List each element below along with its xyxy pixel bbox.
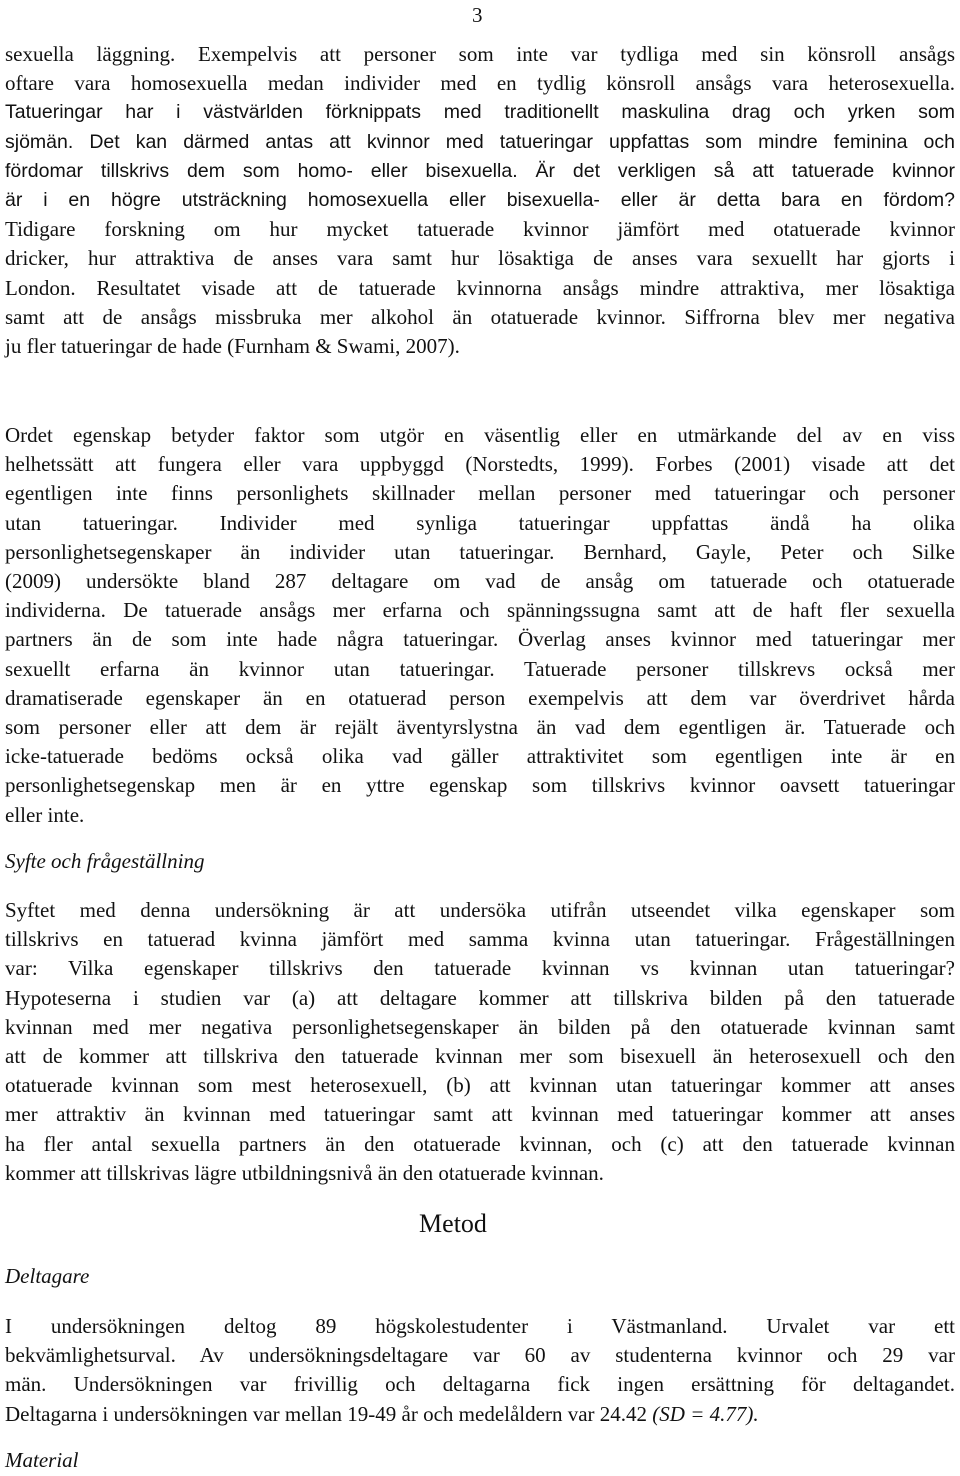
text-line: egentligen inte finns personlighets skillnader mellan personer med tatueringar och personer [5,481,955,506]
section-heading-material: Material [5,1448,79,1472]
text-line: kommer att tillskrivas lägre utbildningsnivå än den otatuerade kvinnan. [5,1160,604,1185]
text-line: oftare vara homosexuella medan individer med en tydlig könsroll ansågs vara heterosexuella. [5,71,955,96]
text-line: som personer eller att dem är rejält äventyrslystna än vad dem egentligen är. Tatuerade och [5,715,955,740]
text-line: kvinnan med mer negativa personlighetsegenskaper än bilden på den otatuerade kvinnan samt [5,1014,955,1039]
text-line: är i en högre utsträckning homosexuella eller bisexuella- eller är detta bara en fördom? [5,189,955,212]
text-line: personlighetsegenskap men är en yttre egenskap som tillskrivs kvinnor oavsett tatueringar [5,773,955,798]
text-line [5,1400,955,1429]
text-line: ha fler antal sexuella partners än den otatuerade kvinnan, och (c) att den tatuerade kvinnan [5,1131,955,1156]
text-line: män. Undersökningen var frivillig och deltagarna fick ingen ersättning för deltagandet. [5,1372,955,1397]
text-line: Syftet med denna undersökning är att undersöka utifrån utseendet vilka egenskaper som [5,898,955,922]
text-line: sexuellt erfarna än kvinnor utan tatueringar. Tatuerade personer tillskrevs också mer [5,656,955,681]
text-line: fördomar tillskrivs dem som homo- eller bisexuella. Är det verkligen så att tatuerade kvinnor [5,159,955,182]
text-line: partners än de som inte hade några tatueringar. Överlag anses kvinnor med tatueringar mer [5,627,955,652]
text-line: icke-tatuerade bedöms också olika vad gäller attraktivitet som egentligen inte är en [5,744,955,769]
page-number: 3 [472,3,483,27]
text-line: eller inte. [5,802,85,827]
text-line: Tatueringar har i västvärlden förknippats med traditionellt maskulina drag och yrken som [5,101,955,124]
paragraph-deltagare [5,1312,955,1429]
text-line: London. Resultatet visade att de tatuerade kvinnorna ansågs mindre attraktiva, mer lösaktiga [5,275,955,300]
text-line: individerna. De tatuerade ansågs mer erfarna och spänningssugna samt att de haft fler sexuella [5,598,955,623]
text-line: var: Vilka egenskaper tillskrivs den tatuerade kvinnan vs kvinnan utan tatueringar? [5,956,955,981]
text-line: mer attraktiv än kvinnan med tatueringar samt att kvinnan med tatueringar kommer att anses [5,1102,955,1127]
text-line: Tidigare forskning om hur mycket tatuerade kvinnor jämfört med otatuerade kvinnor [5,217,955,242]
text-line: Hypoteserna i studien var (a) att deltagare kommer att tillskriva bilden på den tatuerade [5,985,955,1010]
paragraph-syfte [5,896,955,1188]
text-line: sjömän. Det kan därmed antas att kvinnor med tatueringar uppfattas som mindre feminina och [5,130,955,153]
text-line: dramatiserade egenskaper än en otatuerad person exempelvis att dem var överdrivet hårda [5,685,955,710]
text-line: (2009) undersökte bland 287 deltagare om vad de ansåg om tatuerade och otatuerade [5,569,955,594]
section-heading-deltagare: Deltagare [5,1264,90,1288]
paragraph-egenskap [5,421,955,830]
paragraph-intro [5,40,955,361]
text-line: otatuerade kvinnan som mest heterosexuell, (b) att kvinnan utan tatueringar kommer att anses [5,1073,955,1098]
text-line: att de kommer att tillskriva den tatuerade kvinnan mer som bisexuell än heterosexuell och den [5,1044,955,1069]
text-line: sexuella läggning. Exempelvis att personer som inte var tydliga med sin könsroll ansågs [5,42,955,66]
text-line: samt att de ansågs missbruka mer alkohol än otatuerade kvinnor. Siffrorna blev mer negativa [5,304,955,329]
text-line: personlighetsegenskaper än individer utan tatueringar. Bernhard, Gayle, Peter och Silke [5,539,955,564]
text-line: dricker, hur attraktiva de anses vara samt hur lösaktiga de anses vara sexuellt har gjorts i [5,246,955,271]
text-line: ju fler tatueringar de hade (Furnham & Swami, 2007). [5,334,460,359]
text-line: Ordet egenskap betyder faktor som utgör en väsentlig eller en utmärkande del av en viss [5,423,955,447]
text-segment: Deltagarna i undersökningen var mellan 19-49 år och medelåldern var 24.42 [5,1401,653,1426]
text-line: utan tatueringar. Individer med synliga tatueringar uppfattas ändå ha olika [5,510,955,535]
statistic-text: (SD = 4.77). [652,1401,759,1426]
text-line: helhetssätt att fungera eller vara uppbyggd (Norstedts, 1999). Forbes (2001) visade att det [5,452,955,477]
section-heading-syfte: Syfte och frågeställning [5,849,205,873]
section-heading-metod: Metod [419,1209,487,1238]
text-line: bekvämlighetsurval. Av undersökningsdeltagare var 60 av studenterna kvinnor och 29 var [5,1343,955,1368]
text-line: I undersökningen deltog 89 högskolestudenter i Västmanland. Urvalet var ett [5,1314,955,1338]
text-line: tillskrivs en tatuerad kvinna jämfört med samma kvinna utan tatueringar. Frågeställningen [5,927,955,952]
